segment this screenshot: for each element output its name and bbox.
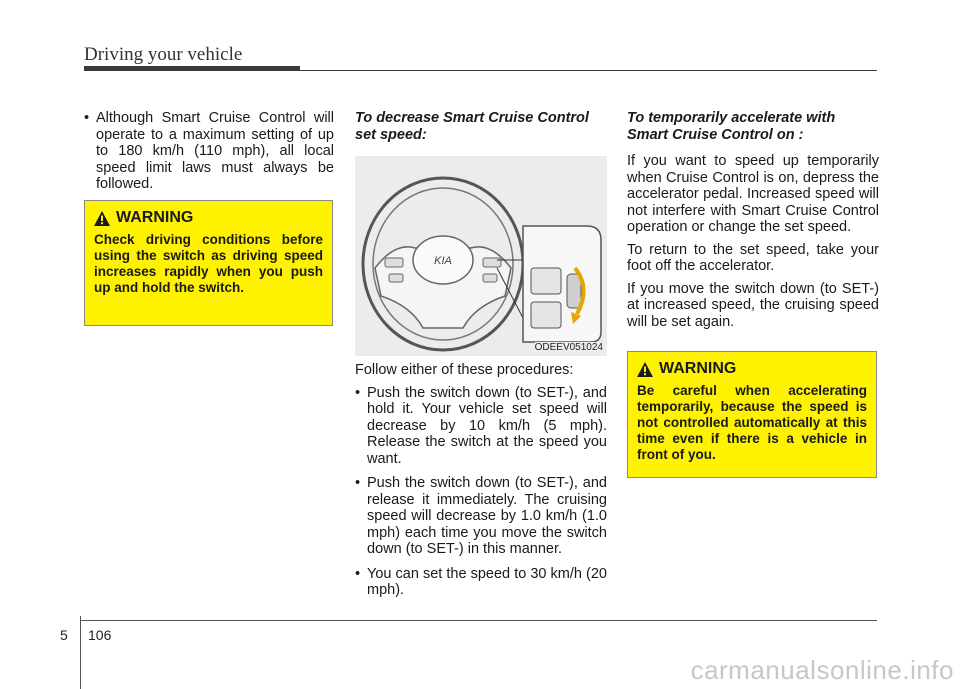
warning-triangle-icon (637, 362, 653, 377)
bullet-text: Push the switch down (to SET-), and release it immediately. The cruising speed will decrease by 1.0 km/h (1.0 mph) each time you move the switch down (to SET-) in this manner. (367, 475, 607, 557)
column-3 (627, 110, 879, 336)
paragraph: If you move the switch down (to SET-) at increased speed, the cruising speed will be set again. (627, 280, 879, 330)
footer-rule (80, 620, 877, 621)
bullet-dot: • (84, 110, 90, 126)
warning-header (94, 209, 323, 227)
warning-title: WARNING (659, 360, 737, 377)
steering-wheel-illustration (355, 156, 607, 356)
bullet-item (355, 566, 607, 599)
bullet-text: Although Smart Cruise Control will operate to a maximum setting of up to 180 km/h (110 mph), all local speed limit laws must always be followed. (96, 110, 334, 192)
page-header-title: Driving your vehicle (84, 44, 243, 65)
warning-body: Be careful when accelerating temporarily, because the speed is not controlled automatically at this time even if there is a vehicle in front of you. (637, 383, 867, 462)
bullet-text: You can set the speed to 30 km/h (20 mph). (367, 565, 607, 598)
paragraph: To return to the set speed, take your foot off the accelerator. (627, 241, 879, 274)
section-heading-accelerate: To temporarily accelerate with Smart Cruise Control on : (627, 110, 836, 143)
figure-caption: ODEEV051024 (534, 342, 603, 353)
warning-triangle-icon (94, 211, 110, 226)
warning-header (637, 360, 867, 378)
footer-divider (80, 616, 81, 689)
bullet-item (355, 385, 607, 468)
column-1 (84, 110, 334, 201)
bullet-dot: • (355, 565, 361, 582)
page-number: 106 (88, 627, 112, 643)
warning-body: Check driving conditions before using the switch as driving speed increases rapidly when you push up and hold the switch. (94, 232, 323, 295)
paragraph: If you want to speed up temporarily when Cruise Control is on, depress the accelerator pedal. Increased speed will not interfere with Smart Cruise Control operation or change the set speed. (627, 153, 879, 235)
procedure-intro: Follow either of these procedures: (355, 362, 574, 378)
watermark: carmanualsonline.info (690, 655, 954, 685)
procedure-block (355, 362, 607, 607)
warning-box-switch (84, 200, 333, 326)
bullet-item (355, 475, 607, 558)
bullet-dot: • (355, 475, 361, 491)
steering-wheel-figure (355, 156, 607, 356)
bullet-item (84, 110, 334, 193)
bullet-text: Push the switch down (to SET-), and hold it. Your vehicle set speed will decrease by 10 km/h (5 mph). Release the switch at the speed you want. (367, 384, 607, 467)
bullet-dot: • (355, 384, 361, 401)
svg-text:KIA: KIA (434, 255, 452, 267)
warning-title: WARNING (116, 209, 194, 226)
header-bar (84, 66, 300, 71)
section-heading-decrease: To decrease Smart Cruise Control set speed: (355, 110, 589, 143)
header-rule (300, 70, 877, 71)
chapter-number: 5 (60, 627, 68, 643)
warning-box-accelerate (627, 351, 877, 478)
